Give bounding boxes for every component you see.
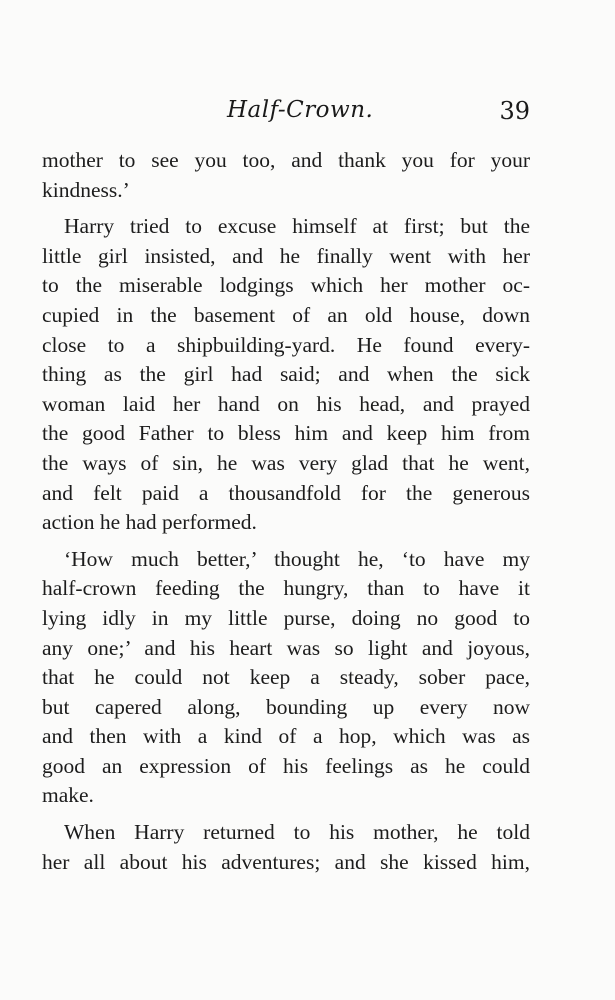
- page-number: 39: [499, 97, 530, 125]
- text-line: any one;’ and his heart was so light and joyous,: [42, 635, 530, 660]
- running-title: Half-Crown.: [227, 97, 374, 123]
- text-line: action he had performed.: [42, 510, 257, 535]
- text-line: When Harry returned to his mother, he told: [64, 820, 530, 845]
- text-line: thing as the girl had said; and when the sick: [42, 362, 530, 387]
- text-line: woman laid her hand on his head, and prayed: [42, 391, 530, 416]
- paragraph-1: [42, 146, 530, 205]
- text-line: ‘How much better,’ thought he, ‘to have my: [64, 546, 530, 571]
- text-line: make.: [42, 783, 94, 808]
- text-line: but capered along, bounding up every now: [42, 694, 530, 719]
- paragraph-2: [42, 212, 530, 538]
- text-line: cupied in the basement of an old house, down: [42, 302, 530, 327]
- paragraph-4: [42, 818, 530, 877]
- text-line: kindness.’: [42, 177, 130, 202]
- body-text: [42, 146, 530, 877]
- text-line: mother to see you too, and thank you for your: [42, 148, 530, 172]
- text-line: that he could not keep a steady, sober pace,: [42, 665, 530, 690]
- text-line: little girl insisted, and he finally went with her: [42, 243, 530, 268]
- text-line: the ways of sin, he was very glad that he went,: [42, 450, 530, 475]
- text-line: half-crown feeding the hungry, than to have it: [42, 576, 530, 601]
- text-line: Harry tried to excuse himself at first; but the: [64, 214, 530, 239]
- text-line: good an expression of his feelings as he could: [42, 753, 530, 778]
- text-line: and then with a kind of a hop, which was as: [42, 724, 530, 749]
- text-line: and felt paid a thousandfold for the generous: [42, 480, 530, 505]
- text-line: close to a shipbuilding-yard. He found every-: [42, 332, 530, 357]
- text-line: lying idly in my little purse, doing no good to: [42, 605, 530, 630]
- running-head: [42, 97, 530, 131]
- text-line: the good Father to bless him and keep him from: [42, 421, 530, 446]
- text-line: to the miserable lodgings which her mother oc-: [42, 273, 530, 298]
- text-line: her all about his adventures; and she kissed him,: [42, 849, 530, 874]
- paragraph-3: [42, 545, 530, 811]
